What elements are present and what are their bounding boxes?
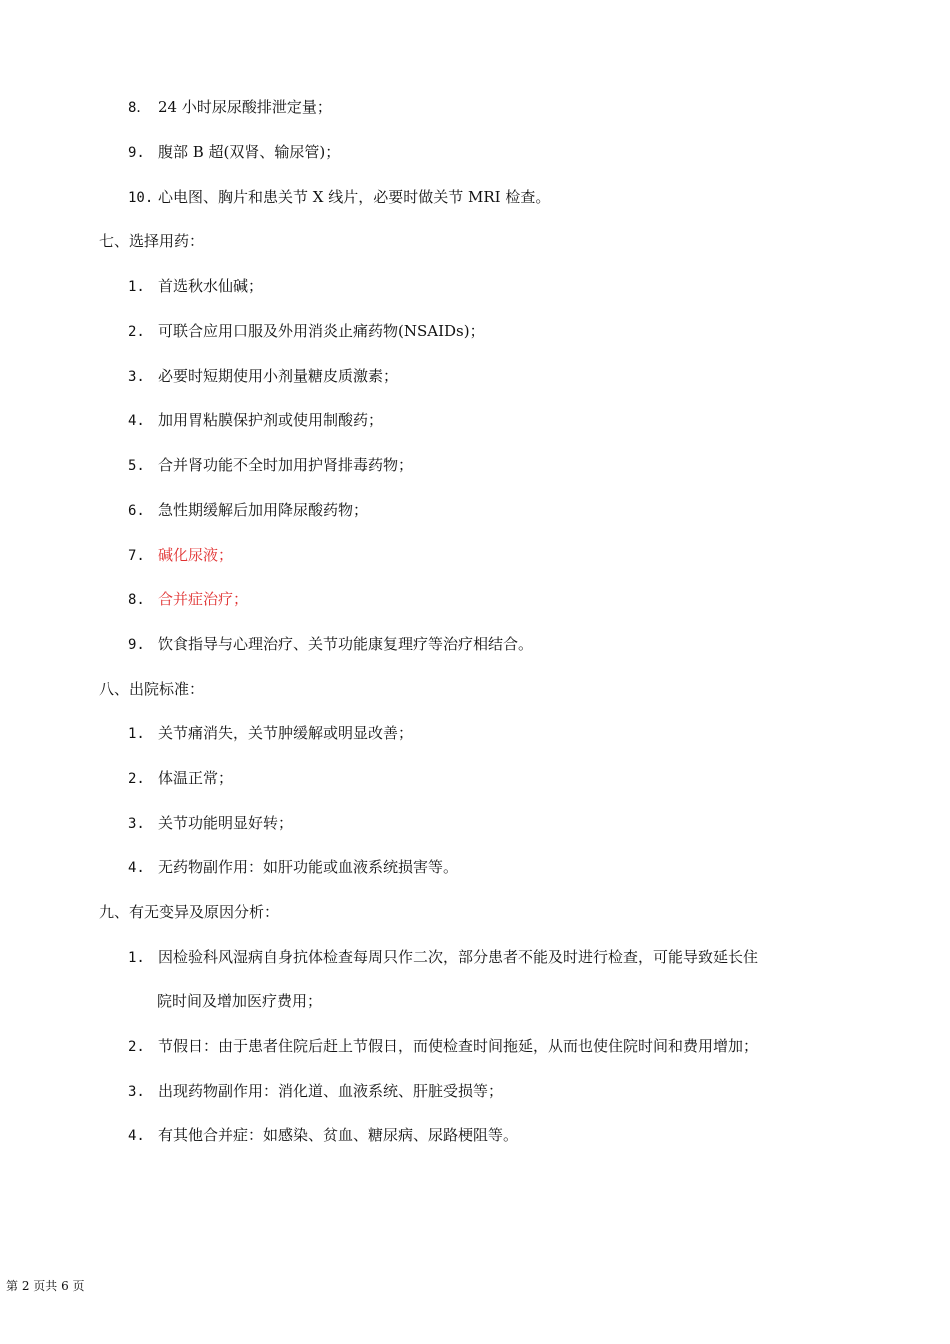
item-number: 7. [128,548,145,564]
list-item [128,500,368,521]
item-number: 1. [128,279,145,295]
item-text: 可联合应用口服及外用消炎止痛药物(NSAIDs)； [158,322,485,340]
item-text: 有其他合并症：如感染、贫血、糖尿病、尿路梗阻等。 [158,1126,519,1144]
list-item [128,545,233,566]
item-text: 急性期缓解后加用降尿酸药物； [158,501,369,519]
list-item [128,723,413,744]
item-text: 关节痛消失，关节肿缓解或明显改善； [158,724,414,742]
item-number: 2. [128,324,145,340]
item-text: 必要时短期使用小剂量糖皮质激素； [158,367,399,385]
item-text: 心电图、胸片和患关节 X 线片，必要时做关节 MRI 检查。 [158,188,551,206]
item-number: 3. [128,816,145,832]
list-item [128,1036,758,1057]
item-number: 9. [128,637,145,653]
section-heading-medication: 七、选择用药： [99,232,205,250]
item-text: 加用胃粘膜保护剂或使用制酸药； [158,411,384,429]
item-number: 10. [128,190,154,206]
item-number: 9. [128,145,145,161]
item-number: 8. [128,592,145,608]
item-number: 4. [128,1128,145,1144]
item-number: 4. [128,413,145,429]
item-number: 3. [128,369,145,385]
list-item [128,455,413,476]
item-text: 24 小时尿尿酸排泄定量； [158,98,332,116]
list-item [128,813,293,834]
list-item [128,276,263,297]
list-item [128,366,398,387]
section-heading-discharge: 八、出院标准： [99,680,205,698]
list-item [128,589,248,610]
item-text-continuation: 院时间及增加医疗费用； [157,992,323,1010]
item-number: 8． [128,100,151,116]
list-item [128,97,332,118]
item-number: 1. [128,950,145,966]
page-footer: 第 2 页共 6 页 [6,1279,85,1293]
item-text: 腹部 B 超(双肾、输尿管)； [158,143,341,161]
list-item [128,410,383,431]
item-text: 无药物副作用：如肝功能或血液系统损害等。 [158,858,459,876]
item-text: 因检验科风湿病自身抗体检查每周只作二次，部分患者不能及时进行检查，可能导致延长住 [158,948,759,966]
item-text: 饮食指导与心理治疗、关节功能康复理疗等治疗相结合。 [158,635,534,653]
item-number: 4. [128,860,145,876]
list-item [128,321,485,342]
item-number: 3. [128,1084,145,1100]
item-text: 体温正常； [158,769,234,787]
list-item [128,768,233,789]
item-number: 6. [128,503,145,519]
section-heading-variation: 九、有无变异及原因分析： [99,903,280,921]
list-item [128,1081,503,1102]
item-number: 1. [128,726,145,742]
list-item [128,187,550,208]
item-text: 出现药物副作用：消化道、血液系统、肝脏受损等； [158,1082,504,1100]
list-item [128,142,340,163]
item-number: 2. [128,771,145,787]
list-item [128,1125,518,1146]
item-text: 首选秋水仙碱； [158,277,264,295]
list-item [128,947,758,968]
item-number: 2. [128,1039,145,1055]
item-text: 合并肾功能不全时加用护肾排毒药物； [158,456,414,474]
list-item [128,634,533,655]
item-text: 关节功能明显好转； [158,814,294,832]
item-number: 5. [128,458,145,474]
item-text-highlighted: 碱化尿液； [158,546,234,564]
item-text: 节假日：由于患者住院后赶上节假日，而使检查时间拖延，从而也使住院时间和费用增加； [158,1037,759,1055]
item-text-highlighted: 合并症治疗； [158,590,249,608]
list-item [128,857,458,878]
